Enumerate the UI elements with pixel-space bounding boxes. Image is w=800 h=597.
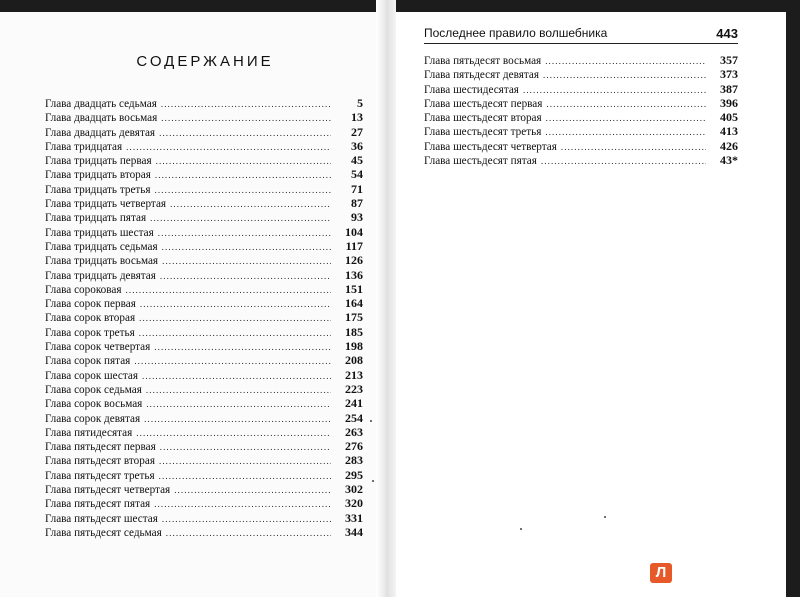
toc-entry <box>45 310 363 324</box>
toc-entry <box>45 182 363 196</box>
toc-entry <box>45 411 363 425</box>
toc-entry <box>45 110 363 124</box>
chapter-page-number: 175 <box>345 310 363 325</box>
chapter-page-number: 241 <box>345 396 363 411</box>
dot-leader <box>546 111 706 125</box>
chapter-title: Глава шестьдесят первая <box>424 97 543 110</box>
toc-entry <box>424 124 738 138</box>
dot-leader <box>546 97 706 111</box>
toc-entry <box>45 325 363 339</box>
toc-entry <box>45 296 363 310</box>
chapter-page-number: 302 <box>345 482 363 497</box>
chapter-page-number: 344 <box>345 524 363 539</box>
chapter-title: Глава сорок третья <box>45 326 135 339</box>
toc-entry <box>45 496 363 510</box>
chapter-page-number: 126 <box>345 253 363 268</box>
toc-entry <box>45 482 363 496</box>
dot-leader <box>166 526 331 540</box>
dot-leader <box>139 326 331 340</box>
chapter-title: Глава шестьдесят вторая <box>424 112 542 125</box>
scan-speck <box>604 516 606 518</box>
chapter-title: Глава пятьдесят седьмая <box>45 526 162 539</box>
chapter-title: Глава пятьдесят девятая <box>424 69 540 82</box>
chapter-page-number: 45 <box>351 153 363 168</box>
dot-leader <box>160 269 331 283</box>
chapter-title: Глава двадцать седьмая <box>45 98 157 110</box>
chapter-title: Глава двадцать восьмая <box>45 112 158 125</box>
dot-leader <box>159 469 331 483</box>
dot-leader <box>126 283 331 297</box>
chapter-title: Глава сорок четвертая <box>45 341 151 354</box>
toc-list-right <box>424 53 738 167</box>
chapter-page-number: 136 <box>345 267 363 282</box>
chapter-page-number: 396 <box>720 95 738 110</box>
chapter-page-number: 27 <box>351 124 363 139</box>
chapter-page-number: 426 <box>720 138 738 153</box>
toc-entry <box>424 110 738 124</box>
chapter-page-number: 185 <box>345 324 363 339</box>
toc-entry <box>45 153 363 167</box>
dot-leader <box>154 497 331 511</box>
toc-entry <box>45 268 363 282</box>
toc-entry <box>45 167 363 181</box>
dot-leader <box>136 426 331 440</box>
chapter-title: Глава шестидесятая <box>424 83 519 96</box>
dot-leader <box>134 354 331 368</box>
dot-leader <box>126 140 331 154</box>
chapter-title: Глава пятидесятая <box>45 426 133 439</box>
chapter-title: Глава шестьдесят пятая <box>424 155 537 168</box>
dot-leader <box>523 83 706 97</box>
dot-leader <box>155 168 331 182</box>
toc-entry <box>45 368 363 382</box>
chapter-title: Глава сорок девятая <box>45 412 141 425</box>
dot-leader <box>139 311 331 325</box>
toc-entry <box>45 353 363 367</box>
scan-speck <box>370 420 372 422</box>
dot-leader <box>541 154 706 168</box>
chapter-page-number: 263 <box>345 424 363 439</box>
chapter-page-number: 87 <box>351 196 363 211</box>
toc-list-left <box>45 96 363 539</box>
chapter-title: Глава сорок седьмая <box>45 383 142 396</box>
chapter-title: Глава сорок первая <box>45 298 136 311</box>
dot-leader <box>142 369 331 383</box>
chapter-title: Глава пятьдесят первая <box>45 441 156 454</box>
toc-entry <box>45 453 363 467</box>
chapter-title: Глава тридцать пятая <box>45 212 147 225</box>
scan-speck <box>520 528 522 530</box>
toc-entry <box>45 225 363 239</box>
dot-leader <box>140 297 331 311</box>
toc-entry <box>45 253 363 267</box>
dot-leader <box>150 211 331 225</box>
dot-leader <box>162 512 331 526</box>
chapter-page-number: 405 <box>720 110 738 125</box>
dot-leader <box>156 154 331 168</box>
chapter-page-number: 320 <box>345 496 363 511</box>
toc-entry <box>424 139 738 153</box>
toc-entry <box>45 525 363 539</box>
chapter-page-number: 276 <box>345 439 363 454</box>
toc-entry <box>45 339 363 353</box>
toc-entry <box>45 282 363 296</box>
dot-leader <box>161 111 331 125</box>
labirint-logo: Л <box>650 563 672 583</box>
toc-entry <box>45 382 363 396</box>
dot-leader <box>545 125 706 139</box>
chapter-title: Глава сорок вторая <box>45 312 136 325</box>
toc-entry <box>424 153 738 167</box>
toc-entry <box>45 468 363 482</box>
dot-leader <box>144 412 331 426</box>
chapter-title: Глава пятьдесят третья <box>45 469 155 482</box>
chapter-title: Глава пятьдесят шестая <box>45 512 158 525</box>
chapter-title: Глава тридцать третья <box>45 183 151 196</box>
toc-entry <box>45 196 363 210</box>
chapter-title: Глава сорок шестая <box>45 369 139 382</box>
chapter-page-number: 223 <box>345 381 363 396</box>
dot-leader <box>159 126 331 140</box>
toc-entry <box>424 53 738 67</box>
dot-leader <box>174 483 331 497</box>
chapter-title: Глава тридцать седьмая <box>45 240 158 253</box>
chapter-page-number: 71 <box>351 181 363 196</box>
chapter-page-number: 93 <box>351 210 363 225</box>
chapter-page-number: 117 <box>345 238 363 253</box>
dot-leader <box>161 97 331 111</box>
dot-leader <box>146 397 331 411</box>
dot-leader <box>146 383 331 397</box>
toc-entry <box>45 210 363 224</box>
chapter-title: Глава шестьдесят третья <box>424 126 542 139</box>
toc-entry <box>424 67 738 81</box>
dot-leader <box>155 183 331 197</box>
running-head-title: Последнее правило волшебника <box>424 26 608 40</box>
toc-entry <box>45 511 363 525</box>
dot-leader <box>543 68 706 82</box>
chapter-title: Глава тридцать девятая <box>45 269 156 282</box>
scan-edge-right <box>786 0 800 597</box>
chapter-page-number: 213 <box>345 367 363 382</box>
page-number: 443 <box>716 26 738 41</box>
dot-leader <box>162 240 331 254</box>
chapter-page-number: 36 <box>351 138 363 153</box>
scan-edge-top <box>0 0 800 12</box>
chapter-page-number: 54 <box>351 167 363 182</box>
dot-leader <box>170 197 331 211</box>
chapter-page-number: 357 <box>720 53 738 67</box>
toc-entry <box>45 396 363 410</box>
chapter-title: Глава тридцать вторая <box>45 169 151 182</box>
dot-leader <box>160 440 331 454</box>
chapter-page-number: 104 <box>345 224 363 239</box>
chapter-page-number: 373 <box>720 67 738 82</box>
chapter-page-number: 208 <box>345 353 363 368</box>
chapter-title: Глава пятьдесят восьмая <box>424 55 542 67</box>
chapter-title: Глава шестьдесят четвертая <box>424 140 557 153</box>
chapter-title: Глава пятьдесят вторая <box>45 455 155 468</box>
toc-entry <box>45 125 363 139</box>
dot-leader <box>154 340 331 354</box>
dot-leader <box>545 54 706 68</box>
running-head <box>424 26 738 44</box>
dot-leader <box>162 254 331 268</box>
chapter-title: Глава пятьдесят пятая <box>45 498 151 511</box>
chapter-page-number: 387 <box>720 81 738 96</box>
dot-leader <box>158 226 331 240</box>
chapter-page-number: 254 <box>345 410 363 425</box>
chapter-page-number: 295 <box>345 467 363 482</box>
toc-entry <box>424 96 738 110</box>
chapter-title: Глава двадцать девятая <box>45 126 156 139</box>
chapter-page-number: 43* <box>720 153 738 168</box>
chapter-title: Глава пятьдесят четвертая <box>45 484 171 497</box>
chapter-title: Глава тридцатая <box>45 140 123 153</box>
chapter-title: Глава тридцать четвертая <box>45 198 167 211</box>
chapter-page-number: 5 <box>357 96 363 110</box>
toc-entry <box>45 439 363 453</box>
chapter-page-number: 13 <box>351 110 363 125</box>
chapter-title: Глава тридцать восьмая <box>45 255 159 268</box>
chapter-page-number: 331 <box>345 510 363 525</box>
chapter-page-number: 164 <box>345 296 363 311</box>
toc-title: СОДЕРЖАНИЕ <box>136 53 274 70</box>
chapter-page-number: 283 <box>345 453 363 468</box>
toc-entry <box>45 425 363 439</box>
chapter-page-number: 413 <box>720 124 738 139</box>
chapter-title: Глава тридцать первая <box>45 155 152 168</box>
scan-speck <box>372 480 374 482</box>
dot-leader <box>159 454 331 468</box>
chapter-title: Глава сорок пятая <box>45 355 131 368</box>
chapter-title: Глава сороковая <box>45 283 122 296</box>
chapter-page-number: 198 <box>345 339 363 354</box>
chapter-page-number: 151 <box>345 281 363 296</box>
dot-leader <box>561 140 706 154</box>
toc-entry <box>45 239 363 253</box>
chapter-title: Глава сорок восьмая <box>45 398 143 411</box>
book-gutter <box>376 0 396 597</box>
toc-entry <box>45 96 363 110</box>
toc-entry <box>424 82 738 96</box>
chapter-title: Глава тридцать шестая <box>45 226 154 239</box>
toc-entry <box>45 139 363 153</box>
